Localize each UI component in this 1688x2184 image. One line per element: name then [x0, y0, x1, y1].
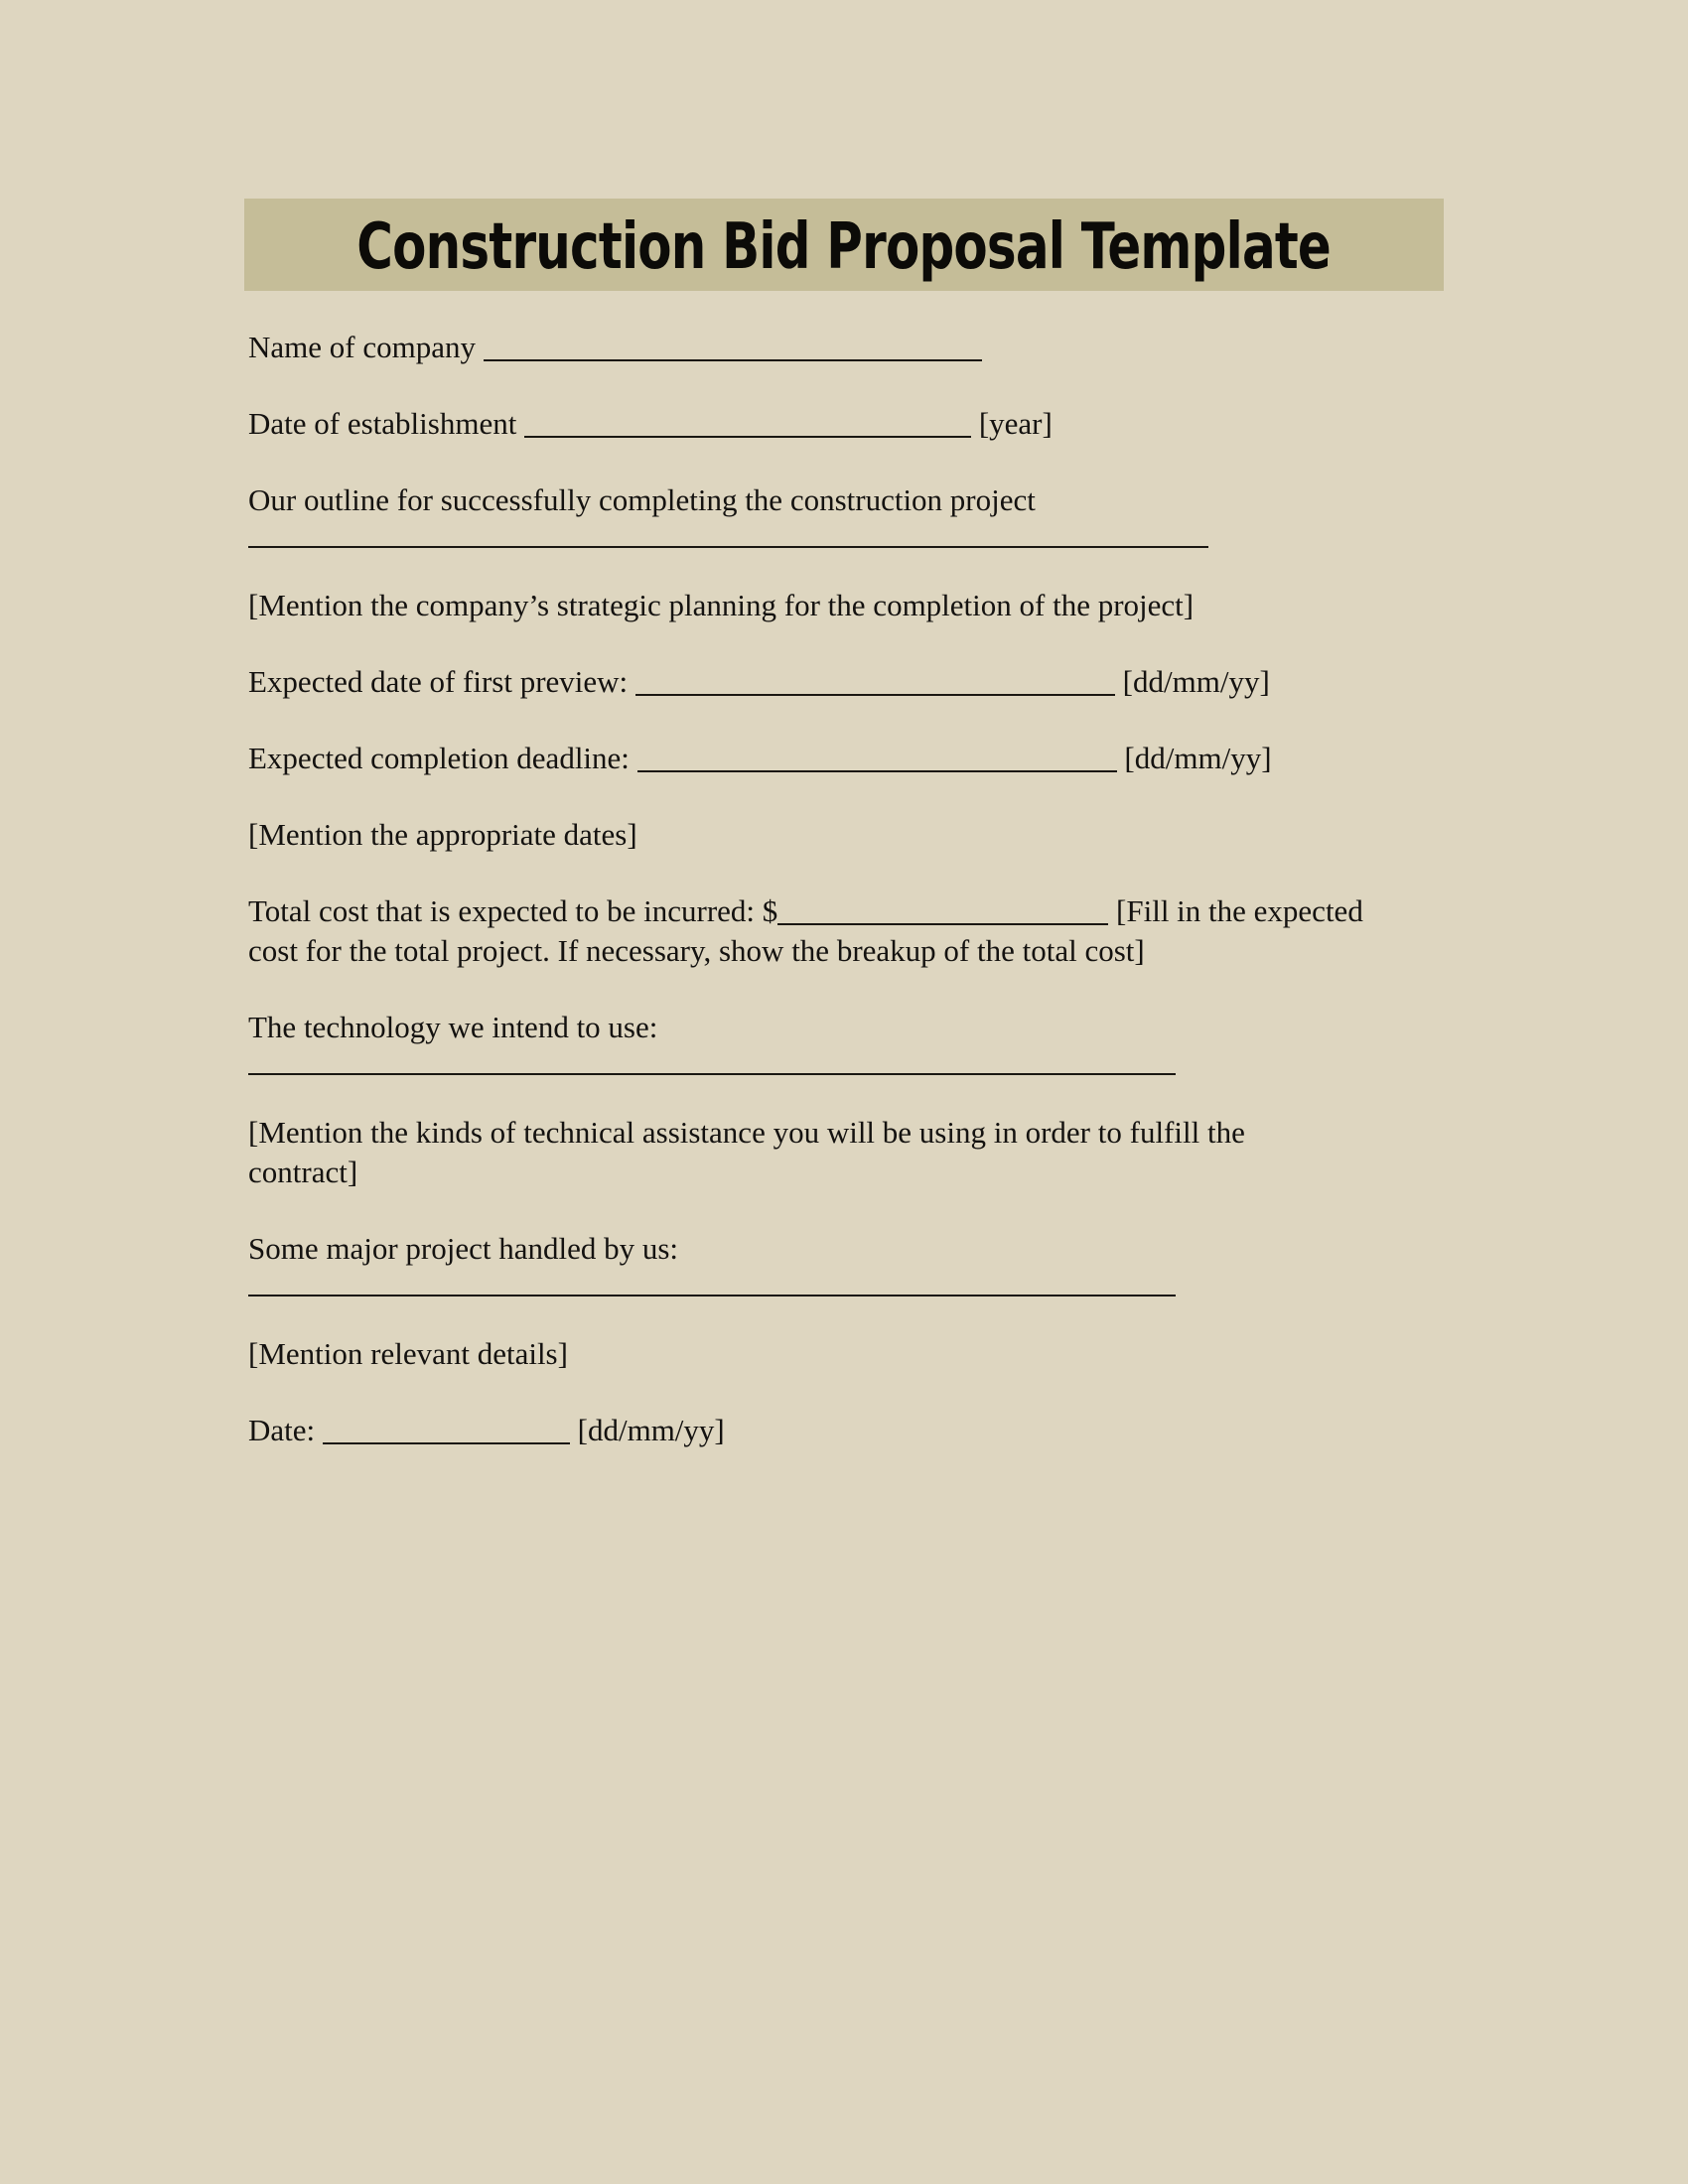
dates-note: [Mention the appropriate dates]: [248, 817, 637, 852]
title-banner: [244, 199, 1444, 291]
projects-note: [Mention relevant details]: [248, 1336, 568, 1371]
outline-label: Our outline for successfully completing the construction project: [248, 482, 1036, 517]
first-preview-row: [248, 662, 1440, 702]
completion-label: Expected completion deadline:: [248, 741, 630, 775]
establishment-field[interactable]: [524, 408, 971, 438]
outline-row: [248, 480, 1440, 520]
date-row: [248, 1411, 1440, 1450]
date-label: Date:: [248, 1413, 316, 1447]
completion-field[interactable]: [637, 743, 1117, 772]
total-cost-row: [248, 891, 1440, 931]
establishment-row: [248, 404, 1440, 444]
completion-hint: [dd/mm/yy]: [1124, 741, 1272, 775]
company-name-row: [248, 328, 1440, 367]
total-cost-hint-2: cost for the total project. If necessary, show the breakup of the total cost]: [248, 933, 1145, 968]
first-preview-hint: [dd/mm/yy]: [1122, 664, 1270, 699]
company-name-field[interactable]: [484, 332, 982, 361]
establishment-label: Date of establishment: [248, 406, 517, 441]
technology-note-1: [Mention the kinds of technical assistance you will be using in order to fulfill the: [248, 1115, 1245, 1150]
major-projects-row: [248, 1229, 1440, 1269]
date-hint: [dd/mm/yy]: [577, 1413, 725, 1447]
document-body: [248, 328, 1440, 1450]
total-cost-field[interactable]: [777, 895, 1108, 925]
company-name-label: Name of company: [248, 330, 476, 364]
document-title: Construction Bid Proposal Template: [356, 209, 1332, 284]
outline-field[interactable]: [248, 520, 1208, 548]
first-preview-label: Expected date of first preview:: [248, 664, 629, 699]
technology-note-2: contract]: [248, 1155, 358, 1189]
date-field[interactable]: [323, 1415, 570, 1444]
first-preview-field[interactable]: [635, 666, 1115, 696]
technology-field[interactable]: [248, 1047, 1176, 1075]
outline-note: [Mention the company’s strategic planning for the completion of the project]: [248, 588, 1195, 622]
establishment-hint: [year]: [978, 406, 1053, 441]
total-cost-hint-1: [Fill in the expected: [1116, 893, 1363, 928]
completion-row: [248, 739, 1440, 778]
technology-label: The technology we intend to use:: [248, 1010, 658, 1044]
major-projects-label: Some major project handled by us:: [248, 1231, 679, 1266]
total-cost-label: Total cost that is expected to be incurred: $: [248, 893, 778, 928]
major-projects-field[interactable]: [248, 1269, 1176, 1297]
technology-row: [248, 1008, 1440, 1047]
